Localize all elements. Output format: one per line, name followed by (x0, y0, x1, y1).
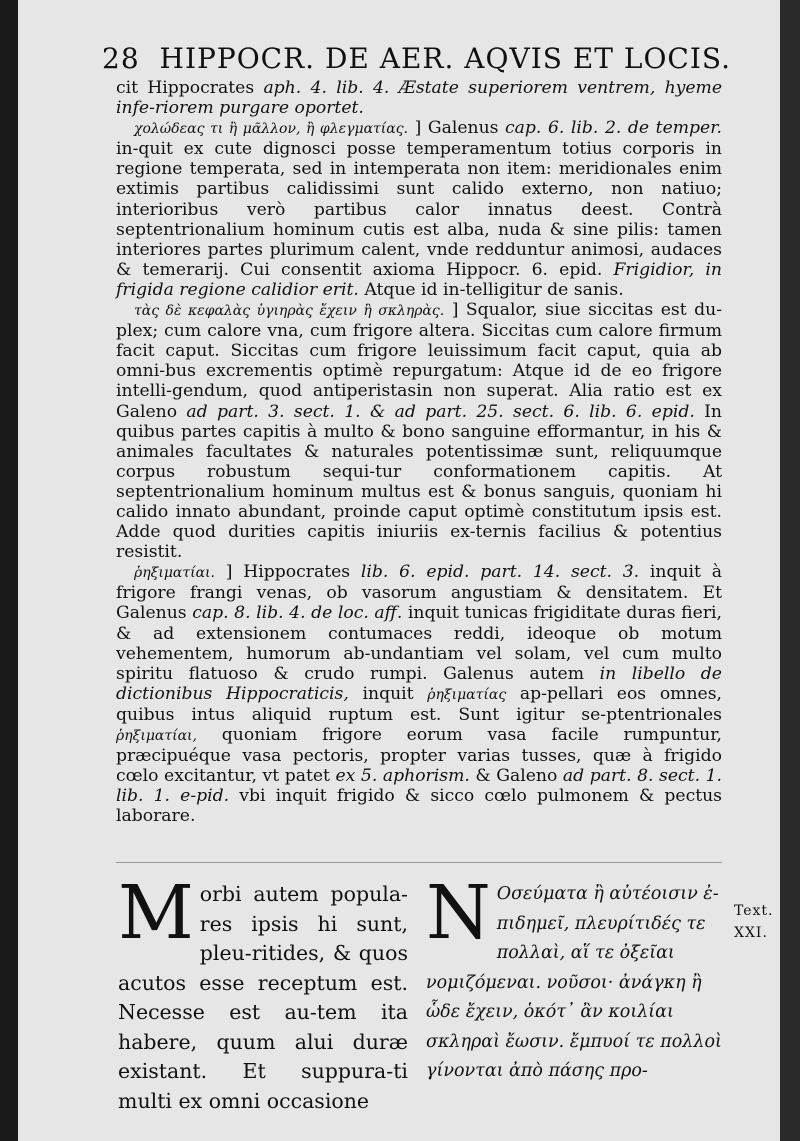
text-run: ] Squalor, siue siccitas est du-plex; cum calore vna, cum frigore altera. Siccitas cum calore firmum facit caput. Siccitas cum frigore leuissimum facit caput, quia ab omni-bus excrementis optimè repurgatum: Atque id de eo frigore intelli-gendum, quod antiperistasin non superat. Alia ratio est ex Galeno (116, 300, 723, 422)
greek-lemma: ῥηξιματίαι, (116, 728, 197, 744)
text-run: quoniam frigore eorum vasa facile rumpuntur, præcipuéque vasa pectoris, propter varias tusses, quæ à frigido cœlo excitantur, vt patet (116, 725, 722, 787)
commentary-paragraph (116, 78, 722, 118)
italic-reference: in libello de dictionibus Hippocraticis, (116, 663, 722, 704)
text-run: ] Galenus (408, 118, 506, 139)
section-divider (116, 862, 722, 863)
greek-lemma: ῥηξιματίαι. (134, 565, 215, 582)
page-header (102, 42, 731, 75)
text-run: inquit tunicas frigiditate duras fieri, & ad extensionem contumaces reddi, ideoque ob motum vehementem, humorum ab-undantiam vel solam, vel cum multo spiritu flatuoso & crudo rumpi. Galenus autem (116, 603, 722, 684)
text-run: Atque id in-telligitur de sanis. (358, 279, 624, 300)
italic-reference: Frigidior, in frigida regione calidior erit. (116, 259, 723, 300)
text-run: inquit à frigore frangi venas, ob vasorum angustiam & densitatem. Et Galenus (116, 562, 722, 624)
text-run: ap-pellari eos omnes, quibus intus aliquid ruptum est. Sunt igitur se-ptentrionales (116, 683, 722, 725)
italic-reference: aph. 4. lib. 4. Æstate superiorem ventrem, hyeme infe-riorem purgare oportet. (116, 78, 722, 119)
latin-text-body: orbi autem popula-res ipsis hi sunt, pleu-ritides, & quos acutos esse receptum est. Necesse est au-tem ita habere, quum alui duræ existant. Et suppura-ti multi ex omni occasione (118, 882, 408, 1113)
greek-text-body: Οσεύματα ἢ αὐτέοισιν ἐ-πιδημεῖ, πλευρίτιδές τε πολλαὶ, αἵ τε ὀξεῖαι νομιζόμεναι. νοῦσοι· ἀνάγκη ἢ ὧδε ἔχειν, ὁκότ᾽ ἂν κοιλίαι σκληραὶ ἔωσιν. ἔμπυοί τε πολλοὶ γίνονται ἀπὸ πάσης προ- (426, 884, 722, 1081)
text-run: vbi inquit frigido & sicco cœlo pulmonem & pectus laborare. (116, 786, 722, 827)
margin-note-line-2: XXI. (734, 925, 768, 941)
margin-note-line-1: Text. (734, 903, 774, 919)
commentary-paragraph (116, 118, 722, 300)
latin-dropcap: M (118, 870, 194, 956)
commentary-text (116, 78, 722, 826)
italic-reference: cap. 8. lib. 4. de loc. aff. (192, 603, 403, 624)
text-run: In quibus partes capitis à multo & bono sanguine efformantur, in his & animales facultates & naturales potentissimæ sunt, reliquumque corpus robustum sequi-tur conformationem capitis. At septentrionalium hominum multus est & bonus sanguis, quoniam hi calido innato abundant, proinde caput optimè constitutum ipsis est. Adde quod durities capitis iniuriis ex-ternis facilius & potentius resistit. (116, 401, 722, 563)
text-run: inquit (348, 683, 428, 704)
italic-reference: ad part. 3. sect. 1. & ad part. 25. sect. 6. lib. 6. epid. (186, 401, 695, 422)
italic-reference: ex 5. aphorism. (335, 766, 470, 787)
commentary-paragraph (116, 562, 722, 826)
running-title: HIPPOCR. DE AER. AQVIS ET LOCIS. (159, 42, 731, 75)
text-run: cit Hippocrates (116, 78, 264, 98)
book-page (18, 0, 780, 1141)
greek-lemma: ῥηξιματίας (427, 686, 507, 703)
text-run: & Galeno (469, 766, 563, 787)
book-edge (780, 0, 800, 1141)
page-number: 28 (102, 42, 140, 75)
greek-text-column (426, 870, 731, 1087)
greek-lemma: χολώδεας τι ἢ μᾶλλον, ἢ φλεγματίας. (134, 121, 409, 138)
text-run: ] Hippocrates (215, 562, 361, 583)
commentary-paragraph (116, 300, 722, 562)
text-run: in-quit ex cute dignosci posse temperamentum totius corporis in regione temperata, sed in intemperata non item: meridionales enim extimis partibus calidissimi sunt calido externo, non natiuo; interioribus verò partibus calor innatus deest. Contrà septentrionalium hominum cutis est alba, nuda & sine pilis: tamen interiores partes plurimum calent, vnde redduntur animosi, audaces & temerarij. Cui consentit axioma Hippocr. 6. epid. (116, 139, 722, 280)
italic-reference: cap. 6. lib. 2. de temper. (505, 118, 723, 139)
italic-reference: lib. 6. epid. part. 14. sect. 3. (360, 562, 640, 583)
italic-reference: ad part. 8. sect. 1. lib. 1. e-pid. (116, 766, 722, 807)
latin-text-column (118, 870, 408, 1116)
greek-dropcap: N (426, 870, 491, 956)
greek-lemma: τὰς δὲ κεφαλὰς ὑγιηρὰς ἔχειν ἢ σκληρὰς. (134, 303, 445, 320)
